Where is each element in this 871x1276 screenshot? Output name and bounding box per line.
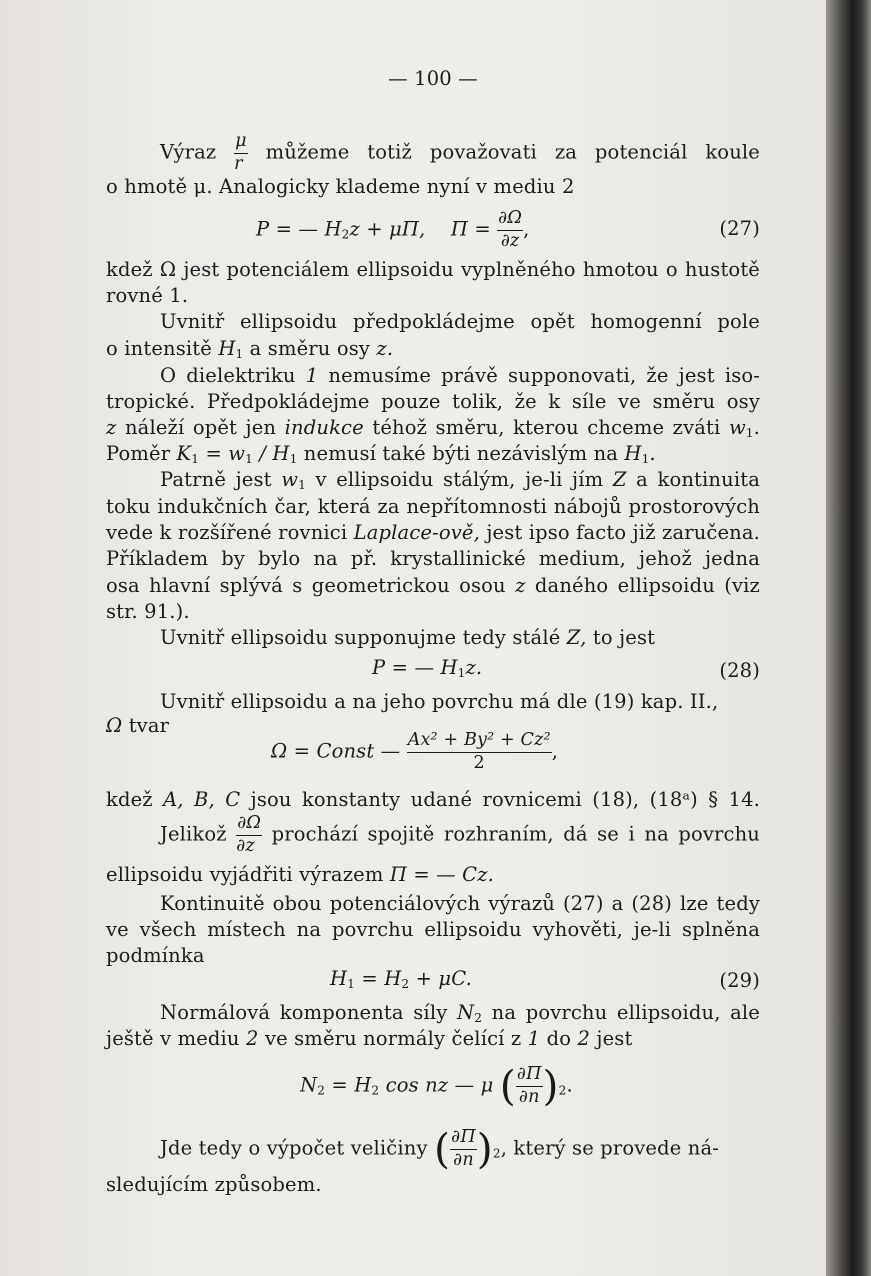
line-8: O dielektriku 1 nemusíme právě supponovati, že jest iso-	[160, 364, 760, 387]
line-5: rovné 1.	[106, 284, 189, 307]
line-1: Výraz $\frac{\mu}{r}$ můžeme totiž považovati za potenciál koule	[160, 131, 760, 174]
fraction-mu-over-r: $\frac{\mu}{r}$	[234, 131, 247, 174]
line-23: kdež A, B, C jsou konstanty udané rovnicemi (18), (18ᵃ) § 14.	[106, 788, 760, 811]
line-2: o hmotě μ. Analogicky klademe nyní v mediu 2	[106, 175, 575, 198]
line-28: podmínka	[106, 944, 205, 967]
line-6: Uvnitř ellipsoidu předpokládejme opět homogenní pole	[160, 310, 760, 333]
equation-27-label: (27)	[719, 217, 760, 240]
line-20: Uvnitř ellipsoidu a na jeho povrchu má dle (19) kap. II.,	[160, 690, 719, 713]
line-12: Patrně jest $w_1$ v ellipsoidu stálým, je-li jím Z a kontinuita	[160, 468, 760, 493]
line-21: Ω tvar	[106, 714, 170, 737]
book-gutter	[826, 0, 871, 1276]
page-header: — 100 —	[388, 67, 478, 90]
equation-N2: $N_2 = H_2$ cos nz — μ ( $\frac{\partial\Pi}{\partial n}$ )$_2$.	[300, 1062, 573, 1111]
line-34: sledujícím způsobem.	[106, 1173, 322, 1196]
equation-27: P = — $H_2z + \mu\Pi$, Π = $\frac{\partial\Omega}{\partial z}$ ,	[256, 208, 530, 251]
equation-28: P = — $H_1z$.	[372, 656, 483, 681]
line-18: Uvnitř ellipsoidu supponujme tedy stálé Z, to jest	[160, 626, 656, 649]
line-14: vede k rozšířené rovnici Laplace-ově, jest ipso facto již zaručena.	[106, 521, 760, 544]
line-4: kdež Ω jest potenciálem ellipsoidu vyplněného hmotou o hustotě	[106, 258, 760, 281]
line-15: Příkladem by bylo na př. krystallinické medium, jehož jedna	[106, 547, 760, 570]
line-16: osa hlavní splývá s geometrickou osou z daného ellipsoidu (viz	[106, 574, 760, 597]
line-25: ellipsoidu vyjádřiti výrazem Π = — Cz.	[106, 863, 495, 886]
line-26: Kontinuitě obou potenciálových výrazů (27) a (28) lze tedy	[160, 892, 760, 915]
equation-28-label: (28)	[719, 659, 760, 682]
line-27: ve všech místech na povrchu ellipsoidu vyhověti, je-li splněna	[106, 918, 760, 941]
line-17: str. 91.).	[106, 600, 190, 623]
line-11: Poměr $K_1 = w_1 / H_1$ nemusí také býti nezávislým na $H_1$.	[106, 442, 656, 467]
line-31: ještě v mediu 2 ve směru normály čelící z 1 do 2 jest	[106, 1027, 633, 1050]
line-7: o intensitě $H_1$ a směru osy z.	[106, 337, 394, 362]
line-33: Jde tedy o výpočet veličiny ( $\frac{\partial\Pi}{\partial n}$ )$_2$, který se provede ná-	[160, 1125, 720, 1174]
line-24: Jelikož $\frac{\partial\Omega}{\partial z}$ prochází spojitě rozhraním, dá se i na povrchu	[160, 813, 760, 856]
line-30: Normálová komponenta síly $N_2$ na povrchu ellipsoidu, ale	[160, 1001, 760, 1026]
line-13: toku indukčních čar, která za nepřítomnosti nábojů prostorových	[106, 495, 760, 518]
line-9: tropické. Předpokládejme pouze tolik, že k síle ve směru osy	[106, 390, 760, 413]
equation-29-label: (29)	[719, 969, 760, 992]
line-10: z náleží opět jen indukce téhož směru, kterou chceme zváti $w_1$.	[106, 416, 760, 441]
equation-29: $H_1 = H_2 + \mu C$.	[330, 967, 472, 992]
equation-omega: Ω = Const — $\frac{\text{Ax² + By² + Cz²}}{2}$ ,	[271, 730, 559, 773]
